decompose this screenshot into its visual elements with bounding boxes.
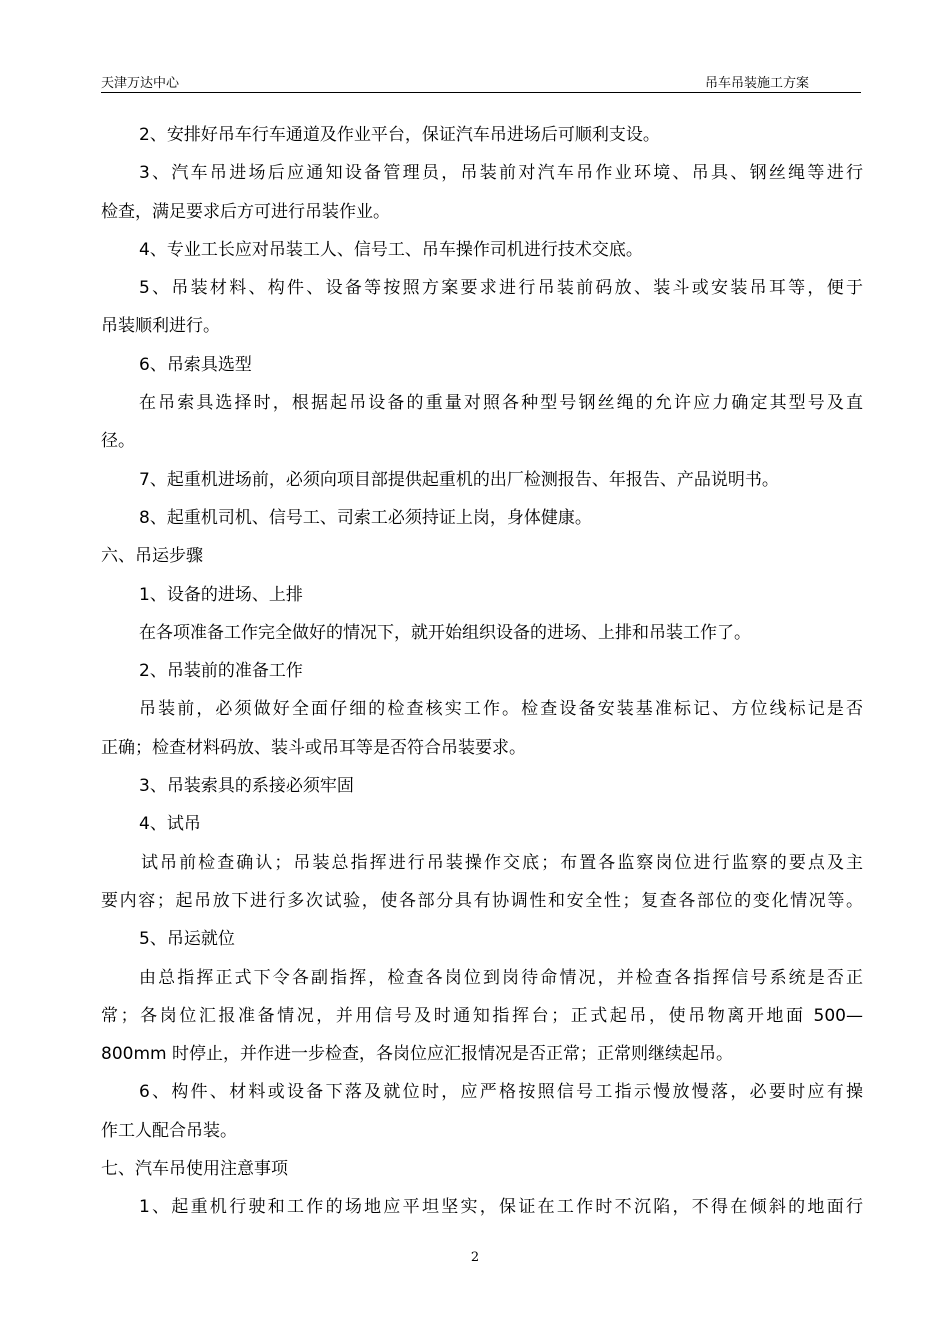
paragraph: 要内容；起吊放下进行多次试验，使各部分具有协调性和安全性；复查各部位的变化情况等。 bbox=[101, 890, 863, 911]
paragraph: 吊装前，必须做好全面仔细的检查核实工作。检查设备安装基准标记、方位线标记是否 bbox=[139, 699, 863, 720]
paragraph: 检查，满足要求后方可进行吊装作业。 bbox=[101, 201, 390, 222]
header-project-name: 天津万达中心 bbox=[101, 76, 180, 91]
paragraph: 在各项准备工作完全做好的情况下，就开始组织设备的进场、上排和吊装工作了。 bbox=[139, 622, 751, 643]
paragraph: 4、试吊 bbox=[139, 814, 201, 835]
paragraph: 试吊前检查确认；吊装总指挥进行吊装操作交底；布置各监察岗位进行监察的要点及主 bbox=[141, 852, 863, 873]
paragraph: 7、起重机进场前，必须向项目部提供起重机的出厂检测报告、年报告、产品说明书。 bbox=[139, 469, 779, 490]
section-heading: 七、汽车吊使用注意事项 bbox=[101, 1159, 288, 1180]
document-body bbox=[101, 116, 863, 1227]
paragraph: 常；各岗位汇报准备情况，并用信号及时通知指挥台；正式起吊，使吊物离开地面 500— bbox=[101, 1005, 863, 1026]
paragraph: 作工人配合吊装。 bbox=[101, 1120, 237, 1141]
paragraph: 1、设备的进场、上排 bbox=[139, 584, 303, 605]
section-heading: 六、吊运步骤 bbox=[101, 546, 203, 567]
paragraph: 3、汽车吊进场后应通知设备管理员，吊装前对汽车吊作业环境、吊具、钢丝绳等进行 bbox=[139, 163, 863, 184]
paragraph: 4、专业工长应对吊装工人、信号工、吊车操作司机进行技术交底。 bbox=[139, 239, 643, 260]
paragraph: 由总指挥正式下令各副指挥，检查各岗位到岗待命情况，并检查各指挥信号系统是否正 bbox=[139, 967, 863, 988]
paragraph: 3、吊装索具的系接必须牢固 bbox=[139, 776, 354, 797]
paragraph: 2、吊装前的准备工作 bbox=[139, 661, 303, 682]
paragraph: 5、吊运就位 bbox=[139, 929, 235, 950]
paragraph: 6、吊索具选型 bbox=[139, 354, 252, 375]
paragraph: 正确；检查材料码放、装斗或吊耳等是否符合吊装要求。 bbox=[101, 737, 526, 758]
paragraph: 吊装顺利进行。 bbox=[101, 316, 220, 337]
paragraph: 在吊索具选择时，根据起吊设备的重量对照各种型号钢丝绳的允许应力确定其型号及直 bbox=[139, 393, 863, 414]
page-number: 2 bbox=[470, 1250, 480, 1265]
paragraph: 径。 bbox=[101, 431, 135, 452]
page-header bbox=[101, 70, 861, 93]
paragraph: 8、起重机司机、信号工、司索工必须持证上岗，身体健康。 bbox=[139, 507, 592, 528]
header-document-title: 吊车吊装施工方案 bbox=[704, 76, 809, 91]
paragraph: 6、构件、材料或设备下落及就位时，应严格按照信号工指示慢放慢落，必要时应有操 bbox=[139, 1082, 863, 1103]
paragraph: 800mm 时停止，并作进一步检查，各岗位应汇报情况是否正常；正常则继续起吊。 bbox=[101, 1044, 733, 1065]
paragraph: 1、起重机行驶和工作的场地应平坦坚实，保证在工作时不沉陷，不得在倾斜的地面行 bbox=[139, 1197, 863, 1218]
paragraph: 2、安排好吊车行车通道及作业平台，保证汽车吊进场后可顺利支设。 bbox=[139, 125, 660, 145]
paragraph: 5、吊装材料、构件、设备等按照方案要求进行吊装前码放、装斗或安装吊耳等，便于 bbox=[139, 278, 863, 299]
